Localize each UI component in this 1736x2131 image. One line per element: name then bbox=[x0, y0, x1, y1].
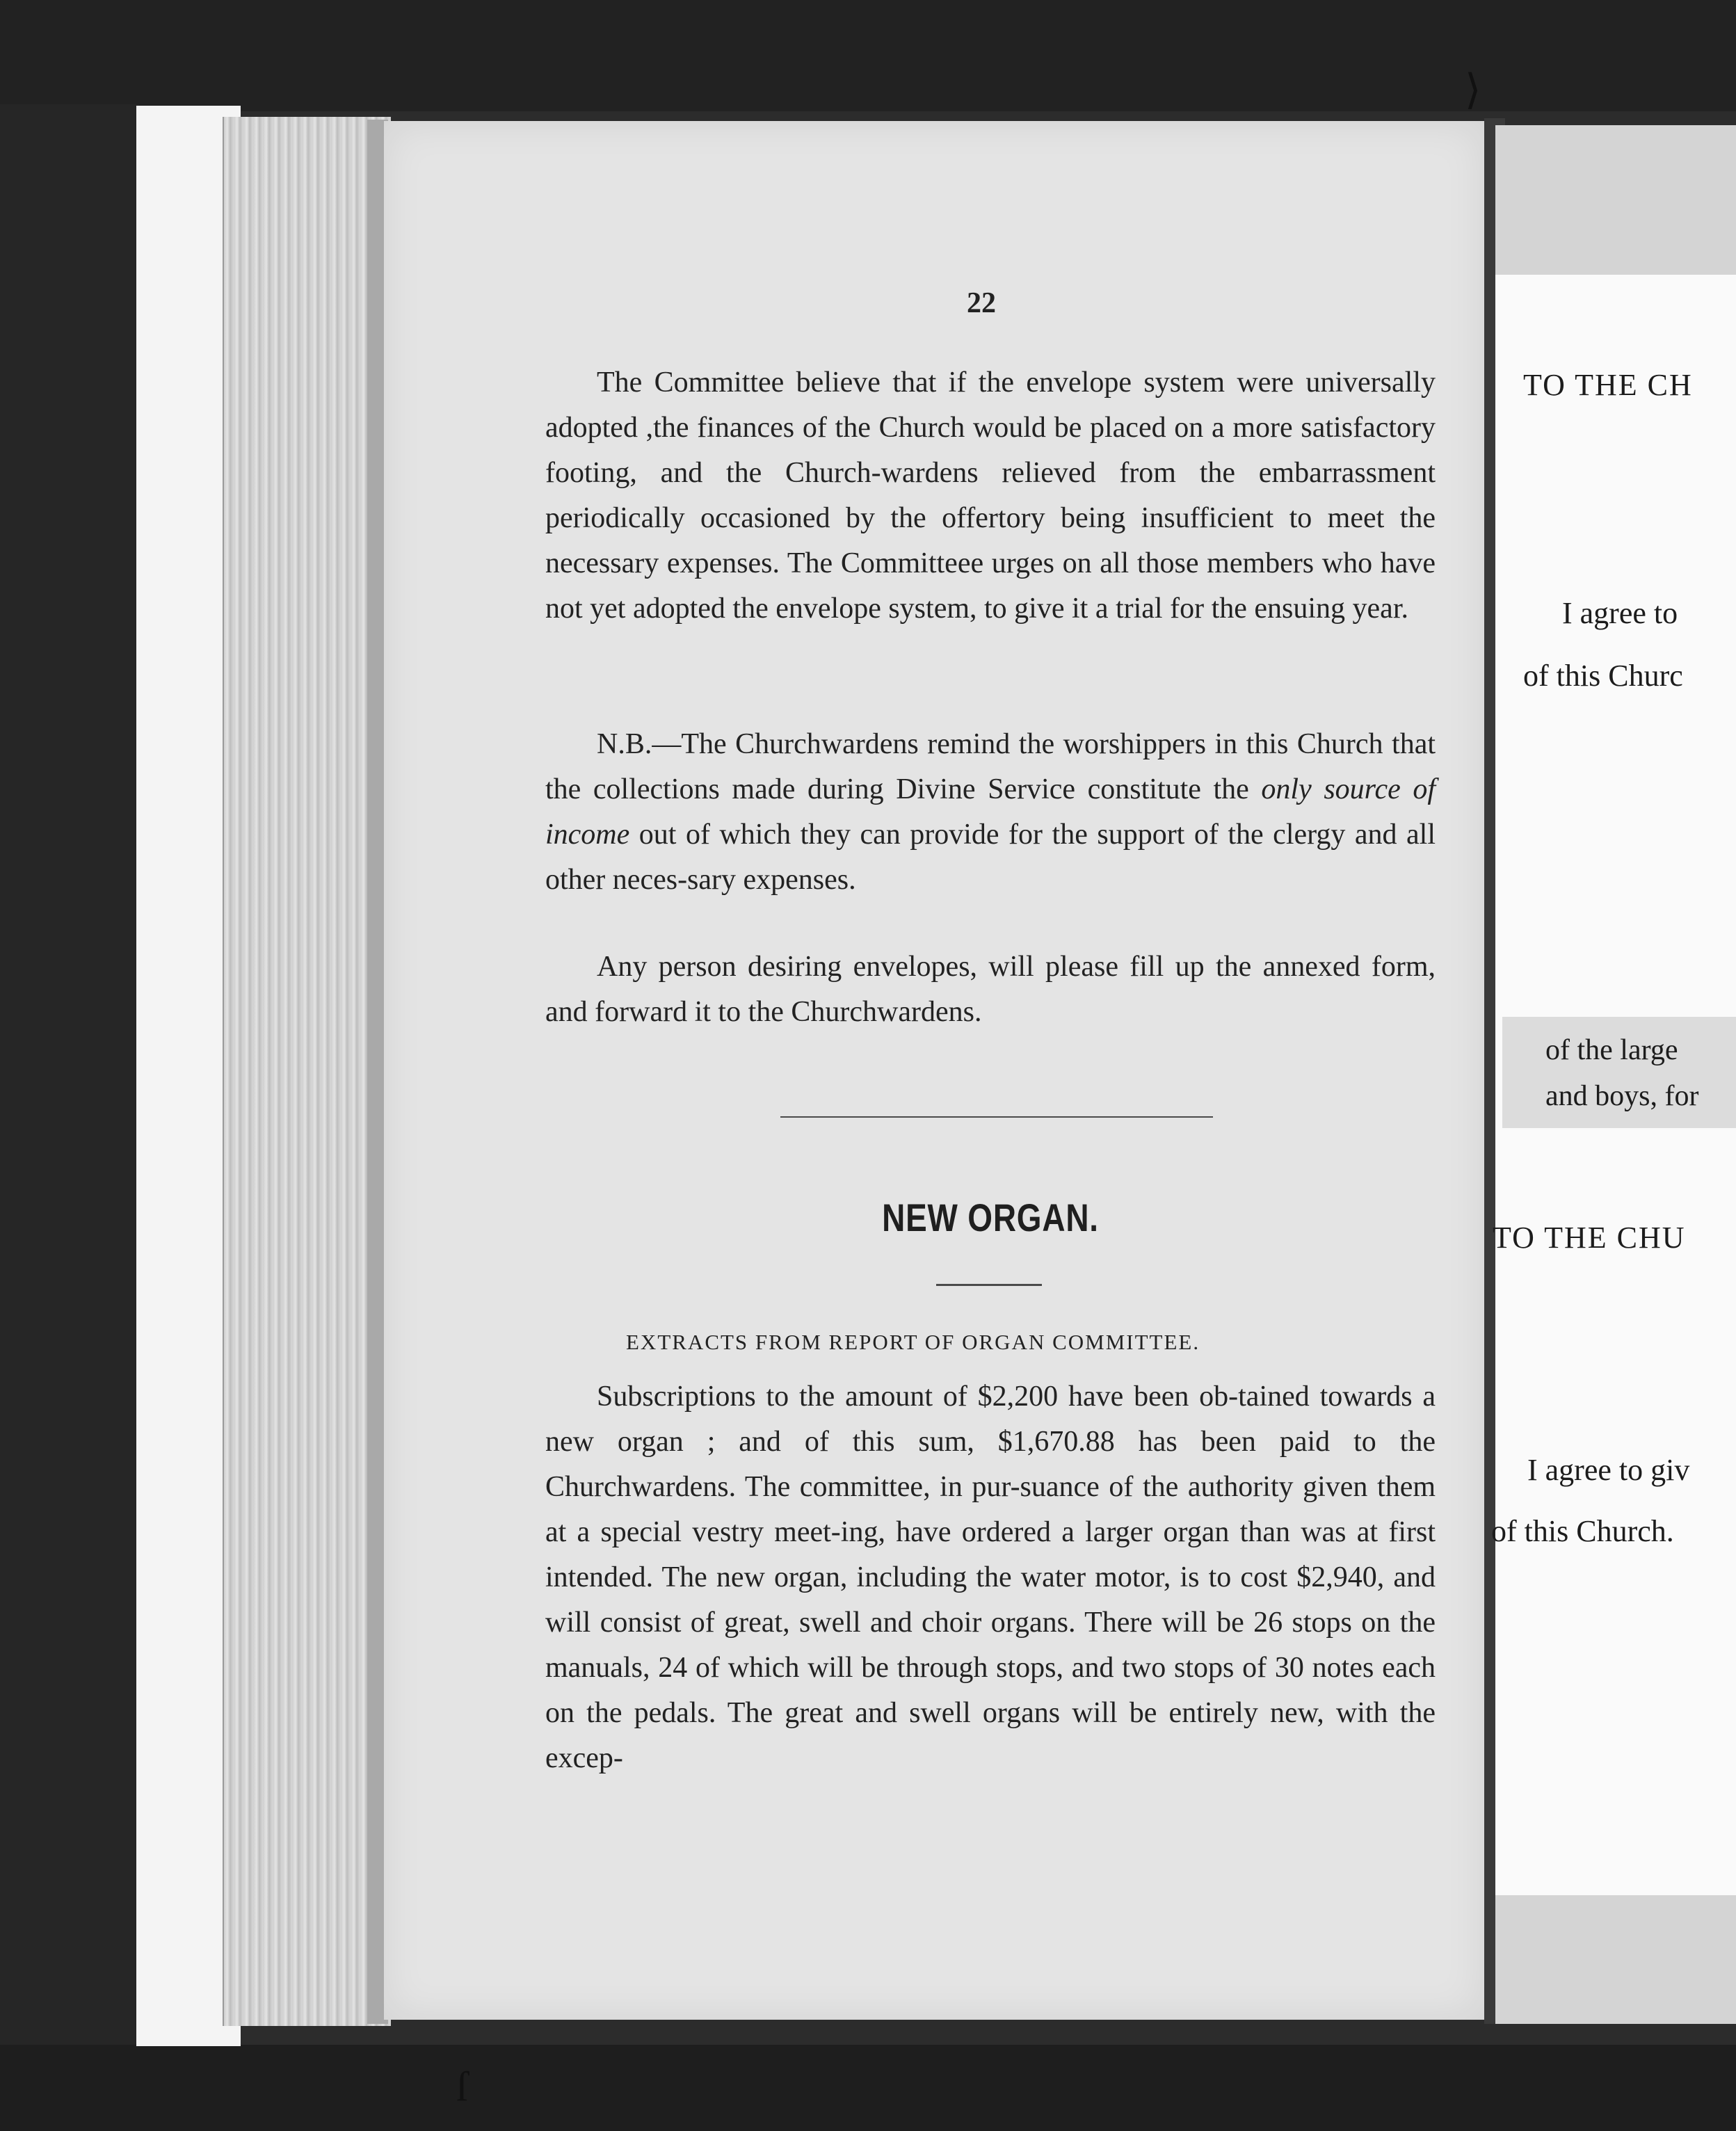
scan-background-left bbox=[0, 104, 139, 2052]
nb-text-before: N.B.—The Churchwardens remind the worshippers in this Church that the collections made during Divine Service constitute the bbox=[545, 728, 1436, 805]
nb-text-after: out of which they can provide for the support of the clergy and all other neces-sary expenses. bbox=[545, 819, 1436, 896]
section-subtitle: EXTRACTS FROM REPORT OF ORGAN COMMITTEE. bbox=[626, 1330, 1200, 1354]
form-line-3: I agree to giv bbox=[1527, 1453, 1690, 1487]
envelope-request-paragraph: Any person desiring envelopes, will please fill up the annexed form, and forward it to the Churchwardens. bbox=[545, 951, 1436, 1028]
page-edges bbox=[223, 117, 391, 2026]
title-underline bbox=[936, 1284, 1042, 1286]
scan-mark-bottom: ſ bbox=[456, 2064, 468, 2109]
nb-italic-phrase: only source of income bbox=[545, 773, 1436, 851]
page-number: 22 bbox=[967, 287, 996, 319]
envelope-paragraph: The Committee believe that if the envelope system were universally adopted ,the finances of the Church would be placed on a more satisfactory footing, and the Church-wardens relieved from the embarrassment periodically occasioned by the offertory being insufficient to meet the necessary expenses. The Committeee urges on all those members who have not yet adopted the envelope system, to give it a trial for the ensuing year. bbox=[545, 367, 1436, 625]
form-line-1: I agree to bbox=[1562, 596, 1678, 630]
organ-paragraph: Subscriptions to the amount of $2,200 have been ob-tained towards a new organ ; and of this sum, $1,670.88 has been paid to the Churchwardens. The committee, in pur-suance of the authority given them at a special vestry meet-ing, have ordered a larger organ than was at first intended. The new organ, including the water motor, is to cost $2,940, and will consist of great, swell and choir organs. There will be 26 stops on the manuals, 24 of which will be through stops, and two stops of 30 notes each on the pedals. The great and swell organs will be entirely new, with the excep- bbox=[545, 1381, 1436, 1774]
scan-background-bottom bbox=[0, 2045, 1736, 2131]
form-heading-2: TO THE CHU bbox=[1493, 1221, 1686, 1255]
insert-line-1: of the large bbox=[1545, 1034, 1678, 1066]
form-line-4: of this Church. bbox=[1491, 1514, 1674, 1548]
insert-line-2: and boys, for bbox=[1545, 1080, 1699, 1112]
scan-mark-top: ⟩ bbox=[1465, 67, 1481, 113]
nb-paragraph bbox=[545, 722, 1436, 903]
form-line-2: of this Churc bbox=[1523, 659, 1683, 693]
section-title: NEW ORGAN. bbox=[882, 1196, 1099, 1239]
section-divider bbox=[780, 1116, 1213, 1118]
form-heading-1: TO THE CH bbox=[1523, 368, 1693, 402]
